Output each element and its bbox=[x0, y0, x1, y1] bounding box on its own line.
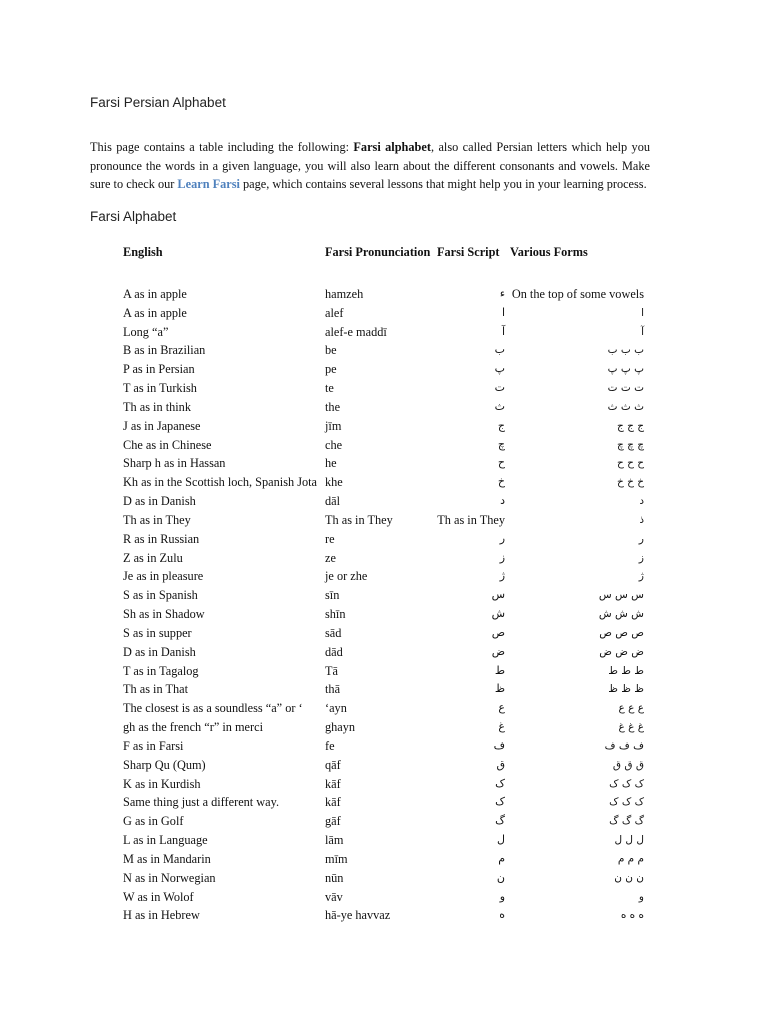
table-row bbox=[0, 888, 768, 907]
cell-forms: ط ط ط bbox=[608, 664, 644, 677]
cell-pronunciation: ‘ayn bbox=[325, 701, 347, 716]
cell-script: ش bbox=[491, 607, 505, 621]
cell-forms: ح ح ح bbox=[616, 457, 644, 470]
cell-english: Th as in think bbox=[123, 399, 191, 414]
cell-forms: ع ع ع bbox=[618, 702, 644, 715]
intro-text-2: , also called Persian letters which help you pronounce the words in a given language, you will also learn about the different consonants and vowels. Make sure to check our bbox=[90, 140, 650, 191]
cell-pronunciation: fe bbox=[325, 738, 335, 753]
table-row bbox=[0, 793, 768, 812]
cell-english: D as in Danish bbox=[123, 644, 196, 659]
cell-english: The closest is as a soundless “a” or ‘ bbox=[123, 701, 303, 716]
cell-script: ز bbox=[499, 550, 505, 564]
intro-text-3: page, which contains several lessons that might help you in your learning process. bbox=[239, 177, 647, 191]
cell-script: ژ bbox=[499, 569, 505, 583]
cell-english: T as in Tagalog bbox=[123, 663, 199, 678]
cell-script: ا bbox=[501, 305, 505, 319]
cell-pronunciation: kāf bbox=[325, 776, 341, 791]
cell-english: Je as in pleasure bbox=[123, 569, 204, 584]
table-row bbox=[0, 869, 768, 888]
cell-pronunciation: hamzeh bbox=[325, 287, 364, 301]
cell-script: ن bbox=[496, 870, 505, 884]
table-row bbox=[0, 662, 768, 681]
cell-script: ف bbox=[493, 738, 505, 752]
cell-script: ط bbox=[494, 663, 505, 677]
cell-english: H as in Hebrew bbox=[123, 908, 200, 923]
cell-forms: ت ت ت bbox=[607, 382, 644, 395]
cell-forms: س س س bbox=[598, 589, 644, 602]
table-row bbox=[0, 605, 768, 624]
table-row bbox=[0, 643, 768, 662]
cell-english: J as in Japanese bbox=[123, 418, 201, 433]
cell-forms: آ bbox=[641, 325, 644, 338]
cell-english: Same thing just a different way. bbox=[123, 795, 280, 810]
cell-pronunciation: ze bbox=[325, 550, 336, 565]
cell-forms: خ خ خ bbox=[616, 476, 644, 489]
table-row bbox=[0, 304, 768, 323]
cell-english: A as in apple bbox=[123, 305, 187, 320]
cell-script: گ bbox=[495, 814, 505, 828]
cell-pronunciation: shīn bbox=[325, 607, 346, 622]
cell-forms: غ غ غ bbox=[618, 721, 644, 734]
section-title: Farsi Alphabet bbox=[90, 209, 177, 224]
cell-forms: ز bbox=[638, 551, 644, 564]
table-row bbox=[0, 454, 768, 473]
intro-text-1: This page contains a table including the following: bbox=[90, 140, 354, 154]
cell-pronunciation: dāl bbox=[325, 494, 341, 509]
cell-pronunciation: re bbox=[325, 531, 335, 546]
cell-english: T as in Turkish bbox=[123, 381, 197, 396]
cell-pronunciation: jīm bbox=[325, 418, 342, 433]
cell-pronunciation: Tā bbox=[325, 663, 338, 678]
table-row bbox=[0, 567, 768, 586]
cell-forms: ث ث ث bbox=[607, 400, 644, 413]
cell-forms: ص ص ص bbox=[599, 626, 644, 639]
table-row bbox=[0, 737, 768, 756]
cell-english: G as in Golf bbox=[123, 814, 184, 829]
cell-pronunciation: Th as in They bbox=[325, 512, 393, 527]
cell-script: خ bbox=[497, 475, 505, 489]
cell-pronunciation: be bbox=[325, 343, 337, 358]
cell-pronunciation: che bbox=[325, 437, 343, 452]
cell-pronunciation: hā-ye havvaz bbox=[325, 908, 391, 923]
cell-forms: م م م bbox=[617, 852, 644, 865]
cell-pronunciation: alef-e maddī bbox=[325, 324, 387, 339]
cell-forms: ب ب ب bbox=[607, 344, 644, 357]
cell-script: ج bbox=[497, 418, 505, 432]
table-row bbox=[0, 680, 768, 699]
cell-english: Che as in Chinese bbox=[123, 437, 212, 452]
table-row bbox=[0, 530, 768, 549]
cell-forms: ژ bbox=[638, 570, 644, 583]
cell-forms: ظ ظ ظ bbox=[608, 683, 644, 696]
cell-script: ض bbox=[491, 644, 505, 658]
cell-pronunciation: the bbox=[325, 399, 341, 414]
cell-pronunciation: sīn bbox=[325, 588, 340, 603]
header-forms: Various Forms bbox=[510, 245, 588, 259]
cell-pronunciation: ghayn bbox=[325, 720, 356, 735]
cell-script: ل bbox=[497, 833, 505, 847]
cell-script: چ bbox=[497, 437, 505, 451]
cell-english: N as in Norwegian bbox=[123, 870, 216, 885]
cell-script: ء bbox=[499, 287, 505, 300]
header-english: English bbox=[123, 245, 163, 259]
table-row bbox=[0, 360, 768, 379]
cell-english: gh as the french “r” in merci bbox=[123, 720, 263, 735]
cell-forms: د bbox=[639, 495, 644, 508]
cell-script: ح bbox=[497, 456, 505, 470]
learn-farsi-link[interactable]: Learn Farsi bbox=[177, 177, 240, 191]
cell-forms: ش ش ش bbox=[598, 608, 644, 621]
cell-forms: On the top of some vowels bbox=[511, 287, 644, 301]
cell-script: غ bbox=[498, 720, 505, 734]
cell-english: S as in supper bbox=[123, 625, 192, 640]
cell-script: ه bbox=[499, 908, 505, 922]
cell-script: ر bbox=[499, 531, 505, 545]
table-row bbox=[0, 756, 768, 775]
table-row bbox=[0, 341, 768, 360]
table-row bbox=[0, 511, 768, 530]
cell-script: ظ bbox=[494, 682, 505, 696]
cell-script: ع bbox=[498, 701, 505, 715]
cell-script: ک bbox=[495, 776, 505, 790]
cell-script: ق bbox=[496, 757, 505, 771]
cell-forms: ذ bbox=[639, 513, 644, 526]
table-row bbox=[0, 831, 768, 850]
table-row bbox=[0, 624, 768, 643]
cell-forms: ف ف ف bbox=[604, 739, 644, 752]
cell-english: Sharp h as in Hassan bbox=[123, 456, 226, 471]
cell-script: پ bbox=[494, 362, 505, 376]
cell-script: د bbox=[500, 494, 505, 508]
cell-english: W as in Wolof bbox=[123, 889, 194, 904]
cell-english: P as in Persian bbox=[123, 362, 195, 377]
table-row bbox=[0, 398, 768, 417]
cell-script: آ bbox=[501, 324, 505, 338]
intro-paragraph bbox=[90, 138, 650, 194]
cell-pronunciation: khe bbox=[325, 475, 343, 490]
cell-pronunciation: qāf bbox=[325, 757, 341, 772]
cell-english: K as in Kurdish bbox=[123, 776, 201, 791]
cell-english: Z as in Zulu bbox=[123, 550, 183, 565]
cell-pronunciation: kāf bbox=[325, 795, 341, 810]
cell-script: ب bbox=[494, 343, 505, 357]
cell-english: Th as in They bbox=[123, 512, 191, 527]
cell-english: L as in Language bbox=[123, 833, 208, 848]
cell-english: F as in Farsi bbox=[123, 738, 184, 753]
table-row bbox=[0, 718, 768, 737]
cell-pronunciation: alef bbox=[325, 305, 344, 320]
table-row bbox=[0, 906, 768, 925]
cell-pronunciation: je or zhe bbox=[325, 569, 368, 584]
table-row bbox=[0, 812, 768, 831]
cell-script: ث bbox=[494, 399, 505, 413]
table-row bbox=[0, 699, 768, 718]
cell-forms: ض ض ض bbox=[599, 645, 644, 658]
cell-english: B as in Brazilian bbox=[123, 343, 206, 358]
cell-forms: ا bbox=[641, 306, 644, 319]
cell-english: R as in Russian bbox=[123, 531, 200, 546]
table-row bbox=[0, 285, 768, 304]
cell-pronunciation: gāf bbox=[325, 814, 341, 829]
cell-forms: ج ج ج bbox=[616, 419, 644, 432]
table-row bbox=[0, 473, 768, 492]
cell-script: ص bbox=[491, 625, 505, 639]
cell-english: Long “a” bbox=[123, 324, 169, 339]
cell-forms: ر bbox=[638, 532, 644, 545]
cell-script: و bbox=[499, 889, 505, 903]
cell-forms: چ چ چ bbox=[616, 438, 644, 451]
cell-pronunciation: pe bbox=[325, 362, 337, 377]
table-row bbox=[0, 492, 768, 511]
cell-pronunciation: te bbox=[325, 381, 334, 396]
cell-pronunciation: mīm bbox=[325, 851, 348, 866]
intro-bold-term: Farsi alphabet bbox=[353, 140, 431, 154]
cell-script: ت bbox=[494, 381, 505, 395]
table-row bbox=[0, 379, 768, 398]
table-row bbox=[0, 850, 768, 869]
header-pronunciation: Farsi Pronunciation bbox=[325, 245, 431, 259]
cell-pronunciation: nūn bbox=[325, 870, 344, 885]
header-script: Farsi Script bbox=[437, 245, 500, 259]
cell-forms: ن ن ن bbox=[614, 871, 644, 884]
table-row bbox=[0, 436, 768, 455]
cell-script: ک bbox=[495, 795, 505, 809]
table-row bbox=[0, 417, 768, 436]
cell-script: س bbox=[491, 588, 505, 602]
cell-script: م bbox=[498, 851, 505, 865]
cell-english: Th as in That bbox=[123, 682, 189, 697]
cell-pronunciation: lām bbox=[325, 833, 344, 848]
cell-script: Th as in They bbox=[437, 512, 505, 527]
cell-english: Sh as in Shadow bbox=[123, 607, 205, 622]
cell-pronunciation: vāv bbox=[325, 889, 343, 904]
cell-forms: ل ل ل bbox=[614, 834, 644, 847]
cell-forms: پ پ پ bbox=[607, 363, 644, 376]
cell-forms: گ گ گ bbox=[609, 815, 644, 828]
table-row bbox=[0, 775, 768, 794]
cell-pronunciation: sād bbox=[325, 625, 342, 640]
cell-forms: ک ک ک bbox=[609, 796, 644, 809]
cell-forms: ه ه ه bbox=[620, 909, 644, 922]
page-title: Farsi Persian Alphabet bbox=[90, 95, 226, 110]
cell-english: S as in Spanish bbox=[123, 588, 198, 603]
cell-pronunciation: he bbox=[325, 456, 337, 471]
cell-forms: ق ق ق bbox=[612, 758, 644, 771]
cell-forms: ک ک ک bbox=[609, 777, 644, 790]
cell-english: M as in Mandarin bbox=[123, 851, 211, 866]
table-row bbox=[0, 323, 768, 342]
cell-english: Kh as in the Scottish loch, Spanish Jota bbox=[123, 475, 318, 490]
cell-english: D as in Danish bbox=[123, 494, 196, 509]
alphabet-table bbox=[0, 285, 768, 925]
cell-english: Sharp Qu (Qum) bbox=[123, 757, 206, 772]
table-row bbox=[0, 549, 768, 568]
cell-pronunciation: dād bbox=[325, 644, 343, 659]
cell-english: A as in apple bbox=[123, 287, 187, 301]
cell-forms: و bbox=[638, 890, 644, 903]
table-row bbox=[0, 586, 768, 605]
cell-pronunciation: thā bbox=[325, 682, 341, 697]
